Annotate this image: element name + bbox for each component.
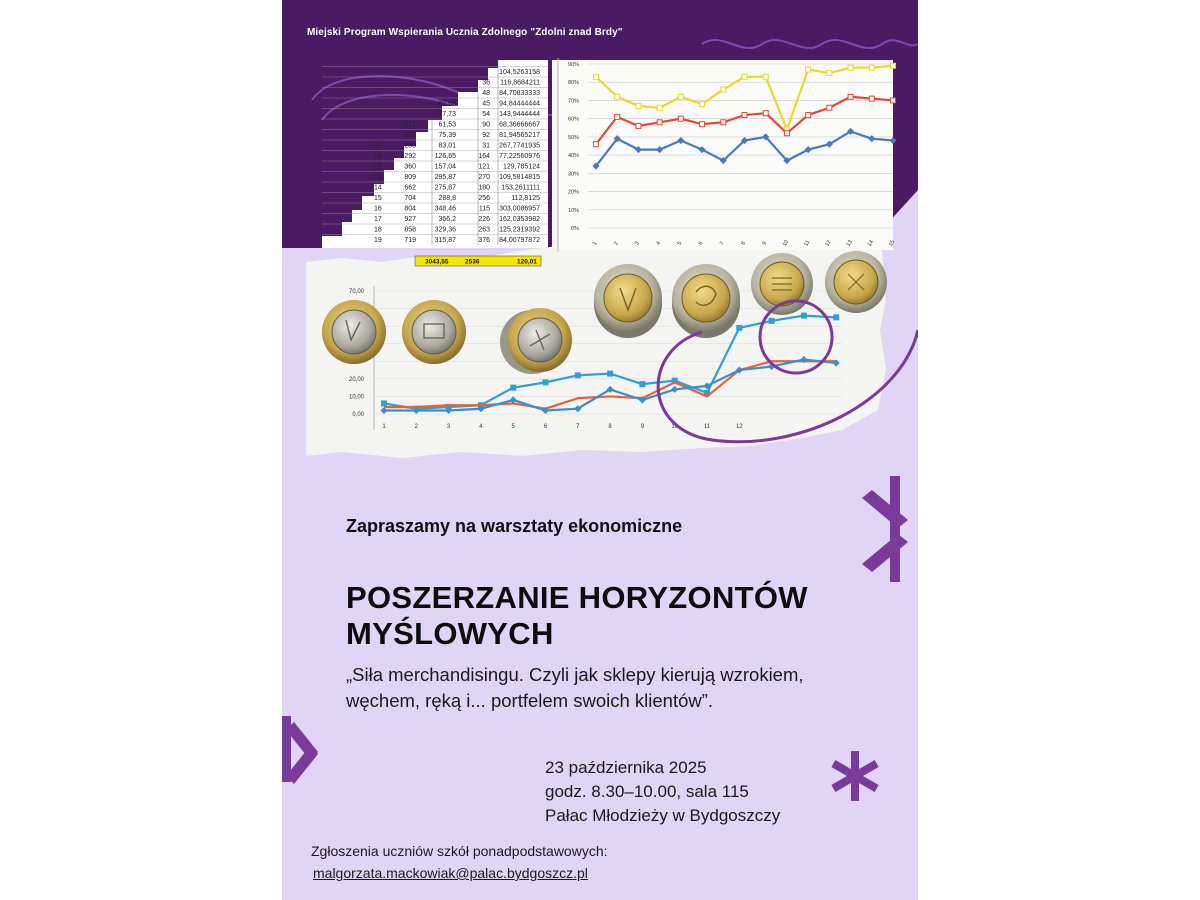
event-place: Pałac Młodzieży w Bydgoszczy xyxy=(545,806,781,825)
x-tick-label: 15 xyxy=(888,239,897,248)
table-total-3: 120,01 xyxy=(517,258,537,266)
data-table-image xyxy=(322,60,548,266)
table-cell: 90 xyxy=(482,121,490,129)
table-cell: 809 xyxy=(404,174,416,181)
data-point xyxy=(615,94,620,99)
data-point xyxy=(700,102,705,107)
table-cell: 295,87 xyxy=(434,174,456,181)
euro-coin-2 xyxy=(402,300,466,364)
x-tick-label: 2 xyxy=(612,240,620,247)
x-tick-label: 10 xyxy=(781,239,791,248)
finance-collage-image xyxy=(282,0,918,470)
data-point xyxy=(678,116,683,121)
table-cell: 121 xyxy=(478,163,490,171)
event-title xyxy=(346,580,886,652)
table-cell: 360 xyxy=(404,163,416,171)
x-tick-label: 1 xyxy=(382,424,386,430)
y-tick-label: 40% xyxy=(567,153,579,160)
table-cell: 13 xyxy=(374,174,382,181)
program-name: Miejski Program Wspierania Ucznia Zdolnego "Zdolni znad Brdy" xyxy=(307,27,623,38)
table-cell: 83,01 xyxy=(438,142,456,150)
data-point xyxy=(827,105,832,110)
table-cell: 82,68 xyxy=(438,100,456,108)
table-cell: 662 xyxy=(404,184,416,192)
data-point xyxy=(639,381,645,387)
table-cell: 303,0086957 xyxy=(499,205,540,213)
table-cell: 376 xyxy=(478,237,490,244)
y-tick-label: 60% xyxy=(567,116,579,123)
table-cell: 288,8 xyxy=(438,195,456,202)
x-tick-label: 6 xyxy=(697,240,705,247)
data-point xyxy=(510,385,516,391)
y-tick-label: 70% xyxy=(567,98,579,105)
table-cell: 704 xyxy=(404,195,416,202)
data-point xyxy=(721,87,726,92)
data-point xyxy=(615,114,620,119)
data-point xyxy=(806,67,811,72)
data-point xyxy=(721,120,726,125)
x-tick-label: 8 xyxy=(740,240,747,247)
table-cell: 348,46 xyxy=(434,205,456,213)
data-point xyxy=(869,96,874,101)
euro-coin-4 xyxy=(594,264,662,338)
x-tick-label: 3 xyxy=(446,424,451,430)
registration-text: Zgłoszenia uczniów szkół ponadpodstawowych: xyxy=(311,843,608,859)
event-details xyxy=(545,756,780,828)
x-tick-label: 13 xyxy=(845,239,854,248)
table-cell: 36 xyxy=(482,79,490,87)
table-cell: 126,65 xyxy=(434,153,456,160)
euro-coin-1 xyxy=(322,300,386,364)
y-tick-label: 0,00 xyxy=(352,412,364,418)
data-point xyxy=(869,65,874,70)
data-point xyxy=(678,94,683,99)
event-subtitle xyxy=(346,662,866,714)
data-point xyxy=(891,98,896,103)
table-cell: 77,73 xyxy=(438,111,456,118)
table-cell: 12 xyxy=(374,163,382,171)
x-tick-label: 6 xyxy=(543,424,548,430)
table-total-1: 3043,55 xyxy=(425,258,449,266)
table-cell: 19 xyxy=(374,237,382,244)
data-point xyxy=(636,123,641,128)
table-cell: 157,04 xyxy=(434,163,456,171)
y-tick-label: 50% xyxy=(567,134,579,141)
table-cell: 315,87 xyxy=(434,237,456,244)
asterisk-left-icon xyxy=(282,716,322,786)
table-cell: 77,22560976 xyxy=(499,153,540,160)
data-point xyxy=(833,314,839,320)
title-line-1: POSZERZANIE HORYZONTÓW xyxy=(346,580,808,615)
data-point xyxy=(784,131,789,136)
table-cell: 719 xyxy=(404,237,416,244)
asterisk-small-icon xyxy=(830,750,880,802)
table-cell: 92 xyxy=(482,132,490,139)
table-cell: 94,84444444 xyxy=(499,100,540,108)
data-point xyxy=(657,120,662,125)
data-point xyxy=(657,105,662,110)
data-point xyxy=(607,371,613,377)
x-tick-label: 8 xyxy=(608,424,612,430)
table-cell: 10 xyxy=(374,142,382,150)
x-tick-label: 1 xyxy=(591,240,599,247)
table-cell: 233 xyxy=(404,142,416,150)
table-cell: 804 xyxy=(404,205,416,213)
x-tick-label: 3 xyxy=(634,240,641,247)
euro-coin-7 xyxy=(825,251,887,313)
y-tick-label: 10% xyxy=(567,207,579,214)
email-link[interactable]: malgorzata.mackowiak@palac.bydgoszcz.pl xyxy=(313,865,588,881)
table-cell: 54 xyxy=(482,111,490,118)
invitation-text: Zapraszamy na warsztaty ekonomiczne xyxy=(346,516,683,536)
table-cell: 14 xyxy=(374,184,382,192)
data-point xyxy=(763,111,768,116)
table-cell: 267,7741935 xyxy=(499,142,540,150)
table-cell: 162,0353982 xyxy=(499,216,540,223)
data-point xyxy=(636,103,641,108)
y-tick-label: 80% xyxy=(567,80,579,87)
table-cell: 270 xyxy=(404,132,416,139)
y-tick-label: 20% xyxy=(567,189,579,196)
table-cell: 109,5814815 xyxy=(499,174,540,181)
table-cell: 104,5263158 xyxy=(499,69,540,76)
table-cell: 180 xyxy=(478,184,490,192)
table-cell: 15 xyxy=(374,195,382,202)
table-cell: 45 xyxy=(482,100,490,108)
table-cell: 115 xyxy=(478,205,490,213)
y-tick-label: 10,00 xyxy=(348,394,364,401)
table-cell: 18 xyxy=(374,226,382,234)
x-tick-label: 12 xyxy=(735,424,743,430)
y-tick-label: 20,00 xyxy=(348,376,364,383)
data-point xyxy=(700,122,705,127)
x-tick-label: 2 xyxy=(414,424,418,430)
x-tick-label: 5 xyxy=(676,240,684,247)
data-point xyxy=(806,113,811,118)
table-cell: 48 xyxy=(482,90,490,97)
table-cell: 927 xyxy=(404,216,416,223)
table-cell: 16 xyxy=(374,205,382,213)
poster xyxy=(282,0,918,900)
x-tick-label: 9 xyxy=(640,424,645,430)
euro-coin-6 xyxy=(751,253,813,315)
table-cell: 31 xyxy=(482,142,490,150)
x-tick-label: 4 xyxy=(655,240,663,247)
x-tick-label: 7 xyxy=(719,240,726,247)
x-tick-label: 14 xyxy=(866,239,876,248)
subtitle-line-2: węchem, ręką i... portfelem swoich klientów”. xyxy=(346,690,714,711)
table-cell: 125,2319392 xyxy=(499,226,540,234)
registration-info xyxy=(311,840,608,884)
subtitle-line-1: „Siła merchandisingu. Czyli jak sklepy kierują wzrokiem, xyxy=(346,664,804,685)
table-cell: 84,00797872 xyxy=(499,237,540,244)
y-tick-label: 90% xyxy=(567,62,579,68)
table-cell: 61,53 xyxy=(438,121,456,129)
table-cell: 329,36 xyxy=(434,226,456,234)
table-cell: 226 xyxy=(478,216,490,223)
data-point xyxy=(594,74,599,79)
x-tick-label: 12 xyxy=(824,239,833,248)
table-cell: 275,87 xyxy=(434,184,456,192)
title-line-2: MYŚLOWYCH xyxy=(346,616,554,651)
table-cell: 75,39 xyxy=(438,132,456,139)
table-cell: 17 xyxy=(374,216,382,223)
table-total-2: 2536 xyxy=(465,258,480,266)
data-point xyxy=(543,379,549,385)
table-cell: 263 xyxy=(478,226,490,234)
table-cell: 292 xyxy=(404,153,416,160)
data-point xyxy=(736,325,742,331)
data-point xyxy=(769,318,775,324)
y-tick-label: 0% xyxy=(571,226,579,232)
x-tick-label: 4 xyxy=(479,424,483,430)
data-point xyxy=(801,313,807,319)
table-cell: 217 xyxy=(404,121,416,129)
x-tick-label: 5 xyxy=(511,424,515,430)
table-cell: 11 xyxy=(374,153,382,160)
x-tick-label: 10 xyxy=(671,424,679,430)
asterisk-right-icon xyxy=(862,476,918,586)
data-point xyxy=(742,74,747,79)
table-cell: 366,2 xyxy=(438,216,456,223)
table-cell: 164 xyxy=(478,153,490,160)
table-cell: 143,9444444 xyxy=(499,111,540,118)
data-point xyxy=(575,372,581,378)
euro-coin-5 xyxy=(672,264,740,338)
data-point xyxy=(763,74,768,79)
table-cell: 153,2611111 xyxy=(501,184,540,192)
table-cell: 68,36666667 xyxy=(499,121,540,129)
table-cell: 81,94565217 xyxy=(499,132,540,139)
table-cell: 84,70833333 xyxy=(499,90,540,97)
table-cell: 858 xyxy=(404,226,416,234)
table-cell: 112,8125 xyxy=(511,195,540,202)
data-point xyxy=(827,71,832,76)
percent-line-chart xyxy=(558,58,897,252)
event-date: 23 października 2025 xyxy=(545,758,707,777)
x-tick-label: 7 xyxy=(576,424,580,430)
x-tick-label: 11 xyxy=(803,239,812,248)
x-tick-label: 9 xyxy=(761,240,769,247)
data-point xyxy=(848,94,853,99)
data-point xyxy=(891,63,896,68)
data-point xyxy=(594,142,599,147)
y-tick-label: 70,00 xyxy=(348,289,364,295)
table-cell: 129,785124 xyxy=(503,163,540,171)
y-tick-label: 30% xyxy=(567,171,579,178)
data-point xyxy=(381,400,387,406)
table-cell: 256 xyxy=(478,195,490,202)
event-time: godz. 8.30–10.00, sala 115 xyxy=(545,782,749,801)
data-point xyxy=(742,113,747,118)
table-cell: 116,8684211 xyxy=(500,79,540,87)
table-cell: 270 xyxy=(478,174,490,181)
data-point xyxy=(848,65,853,70)
x-tick-label: 11 xyxy=(703,424,711,430)
